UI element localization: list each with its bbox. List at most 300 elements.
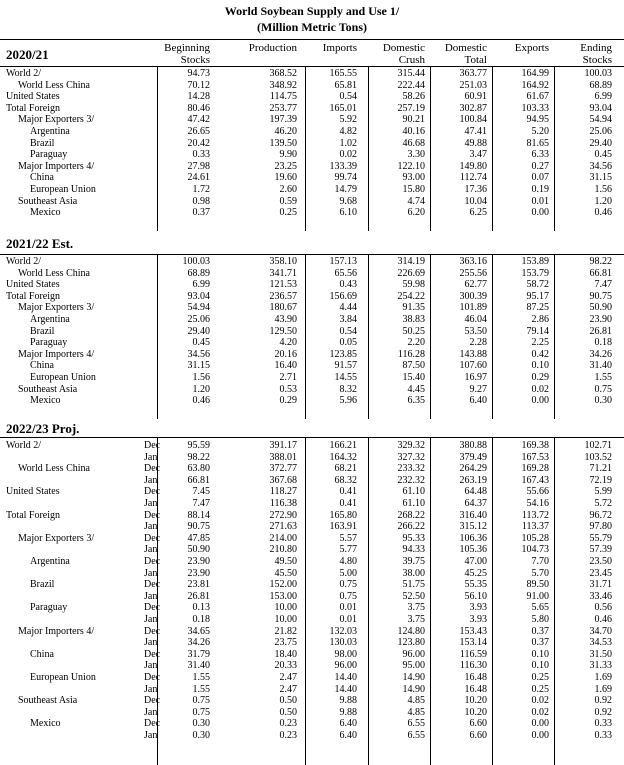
row-label: Major Exporters 3/ [18, 302, 95, 314]
cell-beginning-stocks: 93.04 [187, 290, 210, 302]
cell-beginning-stocks: 34.65 [187, 625, 210, 637]
cell-domestic-total: 64.37 [464, 498, 487, 509]
row-month: Dec [144, 718, 161, 730]
cell-exports: 164.92 [521, 79, 549, 91]
cell-exports: 169.28 [521, 463, 549, 475]
cell-production: 23.25 [274, 160, 297, 172]
cell-production: 49.50 [274, 556, 297, 567]
cell-exports: 7.70 [531, 556, 549, 567]
cell-beginning-stocks: 31.15 [187, 360, 210, 372]
cell-exports: 6.33 [531, 149, 549, 161]
cell-domestic-crush: 6.35 [407, 395, 425, 407]
table-row [0, 718, 624, 729]
cell-domestic-crush: 15.80 [402, 184, 425, 195]
column-header-domestic-crush: Domestic [382, 42, 425, 54]
cell-exports: 2.86 [531, 314, 549, 325]
cell-beginning-stocks: 47.42 [187, 114, 210, 126]
column-header-domestic-total: Domestic [444, 42, 487, 54]
cell-beginning-stocks: 14.28 [187, 91, 210, 103]
cell-beginning-stocks: 6.99 [192, 279, 210, 291]
cell-domestic-total: 3.93 [469, 602, 487, 614]
cell-beginning-stocks: 0.75 [192, 695, 210, 707]
cell-domestic-total: 2.28 [469, 337, 487, 349]
table-row [0, 684, 624, 695]
table-row [0, 475, 624, 486]
table-row [0, 486, 624, 497]
cell-domestic-crush: 3.75 [407, 614, 425, 625]
cell-domestic-crush: 61.10 [402, 486, 425, 498]
cell-beginning-stocks: 0.37 [192, 207, 210, 219]
cell-imports: 165.55 [329, 68, 357, 79]
cell-ending-stocks: 31.71 [589, 579, 612, 591]
table-row [0, 184, 624, 195]
cell-imports: 0.02 [339, 149, 357, 161]
cell-beginning-stocks: 0.46 [192, 395, 210, 407]
row-label: Southeast Asia [18, 195, 78, 207]
row-month: Jan [144, 544, 158, 556]
row-month: Jan [144, 474, 158, 486]
cell-exports: 0.00 [531, 207, 549, 219]
cell-domestic-crush: 96.00 [402, 648, 425, 660]
table-row [0, 161, 624, 172]
cell-domestic-crush: 266.22 [397, 521, 425, 533]
cell-beginning-stocks: 94.73 [187, 68, 210, 79]
cell-exports: 61.67 [526, 91, 549, 103]
row-month: Jan [144, 614, 158, 625]
cell-exports: 81.65 [526, 137, 549, 149]
cell-domestic-total: 153.43 [459, 625, 487, 637]
cell-production: 118.27 [269, 486, 297, 498]
cell-ending-stocks: 31.15 [589, 172, 612, 184]
row-label: Argentina [30, 314, 70, 325]
cell-ending-stocks: 1.69 [594, 683, 612, 695]
table-row [0, 279, 624, 290]
cell-beginning-stocks: 7.47 [192, 498, 210, 509]
cell-imports: 5.57 [339, 532, 357, 544]
cell-imports: 9.88 [339, 706, 357, 718]
cell-exports: 167.43 [521, 474, 549, 486]
cell-exports: 153.89 [521, 256, 549, 267]
cell-ending-stocks: 103.52 [584, 451, 612, 463]
cell-beginning-stocks: 1.55 [192, 683, 210, 695]
cell-domestic-crush: 95.00 [402, 660, 425, 672]
table-row [0, 291, 624, 302]
cell-ending-stocks: 5.99 [594, 486, 612, 498]
row-label: Major Importers 4/ [18, 625, 95, 637]
cell-production: 46.20 [274, 126, 297, 137]
cell-production: 0.59 [279, 195, 297, 207]
cell-domestic-total: 16.48 [464, 683, 487, 695]
row-label: Southeast Asia [18, 383, 78, 395]
cell-exports: 91.00 [526, 590, 549, 602]
cell-exports: 164.99 [521, 68, 549, 79]
cell-imports: 0.75 [339, 590, 357, 602]
cell-ending-stocks: 1.20 [594, 195, 612, 207]
cell-ending-stocks: 100.03 [584, 68, 612, 79]
table-row [0, 521, 624, 532]
cell-domestic-crush: 59.98 [402, 279, 425, 291]
cell-production: 0.50 [279, 706, 297, 718]
cell-domestic-total: 153.14 [459, 637, 487, 649]
cell-domestic-crush: 94.33 [402, 544, 425, 556]
cell-ending-stocks: 23.90 [589, 314, 612, 325]
cell-exports: 89.50 [526, 579, 549, 591]
cell-production: 253.77 [269, 102, 297, 114]
cell-imports: 5.96 [339, 395, 357, 407]
cell-exports: 0.19 [531, 184, 549, 195]
table-row [0, 695, 624, 706]
row-label: China [30, 360, 54, 372]
section-label: 2022/23 Proj. [6, 421, 80, 436]
row-label: Major Importers 4/ [18, 348, 95, 360]
cell-domestic-total: 264.29 [459, 463, 487, 475]
cell-domestic-total: 255.56 [459, 267, 487, 279]
table-row [0, 672, 624, 683]
cell-imports: 6.10 [339, 207, 357, 219]
cell-domestic-total: 46.04 [464, 314, 487, 325]
cell-ending-stocks: 72.19 [589, 474, 612, 486]
cell-ending-stocks: 54.94 [589, 114, 612, 126]
row-label: China [30, 648, 54, 660]
cell-imports: 8.32 [339, 383, 357, 395]
row-month: Dec [144, 556, 161, 567]
table-row [0, 614, 624, 625]
cell-production: 341.71 [269, 267, 297, 279]
cell-exports: 5.80 [531, 614, 549, 625]
cell-domestic-crush: 4.74 [407, 195, 425, 207]
table-row [0, 114, 624, 125]
cell-domestic-total: 302.87 [459, 102, 487, 114]
table-row [0, 268, 624, 279]
cell-domestic-crush: 38.00 [402, 567, 425, 579]
table-row [0, 591, 624, 602]
cell-domestic-crush: 46.68 [402, 137, 425, 149]
cell-ending-stocks: 0.75 [594, 383, 612, 395]
row-month: Dec [144, 579, 161, 591]
row-month: Dec [144, 602, 161, 614]
cell-exports: 58.72 [526, 279, 549, 291]
cell-imports: 99.74 [334, 172, 357, 184]
cell-domestic-total: 10.20 [464, 706, 487, 718]
cell-ending-stocks: 31.50 [589, 648, 612, 660]
cell-imports: 96.00 [334, 660, 357, 672]
row-label: Major Exporters 3/ [18, 532, 95, 544]
cell-exports: 54.16 [526, 498, 549, 509]
cell-ending-stocks: 34.56 [589, 160, 612, 172]
cell-domestic-total: 316.40 [459, 509, 487, 521]
row-month: Dec [144, 672, 161, 683]
cell-imports: 4.80 [339, 556, 357, 567]
cell-domestic-crush: 6.20 [407, 207, 425, 219]
row-label: Brazil [30, 137, 55, 149]
cell-beginning-stocks: 34.26 [187, 637, 210, 649]
cell-beginning-stocks: 29.40 [187, 325, 210, 337]
section-label: 2020/21 [6, 47, 49, 62]
cell-domestic-crush: 123.80 [397, 637, 425, 649]
cell-ending-stocks: 26.81 [589, 325, 612, 337]
cell-beginning-stocks: 0.98 [192, 195, 210, 207]
cell-domestic-crush: 6.55 [407, 718, 425, 730]
cell-beginning-stocks: 7.45 [192, 486, 210, 498]
cell-domestic-total: 100.84 [459, 114, 487, 126]
table-row [0, 649, 624, 660]
cell-imports: 0.41 [339, 498, 357, 509]
cell-production: 348.92 [269, 79, 297, 91]
cell-beginning-stocks: 98.22 [187, 451, 210, 463]
cell-exports: 94.95 [526, 114, 549, 126]
cell-domestic-total: 3.93 [469, 614, 487, 625]
cell-production: 0.53 [279, 383, 297, 395]
cell-imports: 0.01 [339, 602, 357, 614]
cell-beginning-stocks: 90.75 [187, 521, 210, 533]
cell-domestic-total: 251.03 [459, 79, 487, 91]
cell-production: 388.01 [269, 451, 297, 463]
row-label: Brazil [30, 579, 55, 591]
cell-production: 271.63 [269, 521, 297, 533]
cell-ending-stocks: 0.33 [594, 718, 612, 730]
rule-line [0, 254, 624, 255]
cell-imports: 0.41 [339, 486, 357, 498]
table-row [0, 452, 624, 463]
cell-production: 45.50 [274, 567, 297, 579]
table-row [0, 103, 624, 114]
cell-production: 153.00 [269, 590, 297, 602]
cell-domestic-total: 6.60 [469, 730, 487, 741]
table-row [0, 440, 624, 451]
cell-imports: 157.13 [329, 256, 357, 267]
table-row [0, 326, 624, 337]
cell-domestic-total: 6.40 [469, 395, 487, 407]
cell-imports: 156.69 [329, 290, 357, 302]
table-row [0, 256, 624, 267]
cell-imports: 123.85 [329, 348, 357, 360]
rule-line [0, 66, 624, 67]
cell-domestic-total: 6.25 [469, 207, 487, 219]
row-label: World 2/ [6, 440, 42, 451]
cell-imports: 98.00 [334, 648, 357, 660]
cell-domestic-crush: 91.35 [402, 302, 425, 314]
cell-beginning-stocks: 80.46 [187, 102, 210, 114]
cell-domestic-total: 101.89 [459, 302, 487, 314]
cell-imports: 14.79 [334, 184, 357, 195]
cell-domestic-crush: 4.85 [407, 695, 425, 707]
row-month: Dec [144, 695, 161, 707]
cell-ending-stocks: 0.46 [594, 207, 612, 219]
cell-beginning-stocks: 31.79 [187, 648, 210, 660]
cell-domestic-crush: 14.90 [402, 683, 425, 695]
cell-exports: 153.79 [521, 267, 549, 279]
cell-ending-stocks: 1.56 [594, 184, 612, 195]
table-row [0, 314, 624, 325]
cell-domestic-total: 143.88 [459, 348, 487, 360]
cell-exports: 0.27 [531, 160, 549, 172]
cell-domestic-crush: 50.25 [402, 325, 425, 337]
column-header-beginning-stocks: Beginning [164, 42, 210, 54]
cell-domestic-total: 116.30 [459, 660, 487, 672]
row-label: United States [6, 486, 60, 498]
cell-domestic-total: 16.48 [464, 672, 487, 683]
cell-ending-stocks: 33.46 [589, 590, 612, 602]
row-label: World Less China [18, 79, 90, 91]
cell-beginning-stocks: 25.06 [187, 314, 210, 325]
cell-domestic-total: 3.47 [469, 149, 487, 161]
cell-imports: 0.54 [339, 91, 357, 103]
cell-ending-stocks: 102.71 [584, 440, 612, 451]
cell-exports: 0.00 [531, 395, 549, 407]
cell-domestic-crush: 38.83 [402, 314, 425, 325]
cell-production: 2.71 [279, 372, 297, 383]
row-label: Major Exporters 3/ [18, 114, 95, 126]
cell-domestic-total: 315.12 [459, 521, 487, 533]
cell-production: 197.39 [269, 114, 297, 126]
cell-ending-stocks: 5.72 [594, 498, 612, 509]
cell-imports: 1.02 [339, 137, 357, 149]
cell-beginning-stocks: 1.55 [192, 672, 210, 683]
cell-domestic-crush: 122.10 [397, 160, 425, 172]
row-month: Jan [144, 706, 158, 718]
cell-production: 152.00 [269, 579, 297, 591]
table-row [0, 533, 624, 544]
cell-imports: 166.21 [329, 440, 357, 451]
cell-imports: 132.03 [329, 625, 357, 637]
table-row [0, 68, 624, 79]
cell-imports: 14.55 [334, 372, 357, 383]
cell-exports: 79.14 [526, 325, 549, 337]
cell-production: 0.23 [279, 730, 297, 741]
table-row [0, 556, 624, 567]
row-month: Dec [144, 440, 161, 451]
cell-domestic-crush: 327.32 [397, 451, 425, 463]
cell-domestic-crush: 15.40 [402, 372, 425, 383]
row-month: Jan [144, 637, 158, 649]
row-label: World 2/ [6, 256, 42, 267]
table-row [0, 395, 624, 406]
column-header-beginning-stocks: Stocks [180, 54, 210, 66]
table-row [0, 384, 624, 395]
table-row [0, 498, 624, 509]
cell-production: 236.57 [269, 290, 297, 302]
column-header-domestic-total: Total [464, 54, 487, 66]
cell-domestic-total: 10.20 [464, 695, 487, 707]
cell-exports: 0.10 [531, 660, 549, 672]
cell-domestic-total: 380.88 [459, 440, 487, 451]
cell-domestic-total: 105.36 [459, 544, 487, 556]
cell-exports: 87.25 [526, 302, 549, 314]
cell-beginning-stocks: 47.85 [187, 532, 210, 544]
cell-production: 0.25 [279, 207, 297, 219]
row-label: European Union [30, 372, 96, 383]
cell-production: 272.90 [269, 509, 297, 521]
cell-production: 139.50 [269, 137, 297, 149]
cell-production: 4.20 [279, 337, 297, 349]
cell-exports: 104.73 [521, 544, 549, 556]
cell-domestic-crush: 61.10 [402, 498, 425, 509]
row-month: Jan [144, 451, 158, 463]
row-month: Dec [144, 463, 161, 475]
cell-domestic-crush: 6.55 [407, 730, 425, 741]
cell-beginning-stocks: 20.42 [187, 137, 210, 149]
cell-exports: 0.25 [531, 683, 549, 695]
cell-domestic-crush: 329.32 [397, 440, 425, 451]
cell-production: 114.75 [269, 91, 297, 103]
cell-ending-stocks: 98.22 [589, 256, 612, 267]
cell-beginning-stocks: 0.13 [192, 602, 210, 614]
rule-line [0, 437, 624, 438]
cell-domestic-total: 45.25 [464, 567, 487, 579]
cell-domestic-total: 16.97 [464, 372, 487, 383]
cell-ending-stocks: 34.53 [589, 637, 612, 649]
cell-production: 2.47 [279, 672, 297, 683]
cell-exports: 95.17 [526, 290, 549, 302]
cell-exports: 0.02 [531, 695, 549, 707]
cell-ending-stocks: 55.79 [589, 532, 612, 544]
row-month: Dec [144, 486, 161, 498]
cell-production: 367.68 [269, 474, 297, 486]
cell-exports: 103.33 [521, 102, 549, 114]
cell-production: 372.77 [269, 463, 297, 475]
cell-imports: 9.88 [339, 695, 357, 707]
cell-domestic-total: 6.60 [469, 718, 487, 730]
row-label: Argentina [30, 126, 70, 137]
cell-domestic-crush: 95.33 [402, 532, 425, 544]
cell-ending-stocks: 50.90 [589, 302, 612, 314]
table-row [0, 360, 624, 371]
cell-imports: 165.01 [329, 102, 357, 114]
cell-imports: 91.57 [334, 360, 357, 372]
cell-domestic-crush: 4.45 [407, 383, 425, 395]
cell-exports: 105.28 [521, 532, 549, 544]
cell-imports: 4.82 [339, 126, 357, 137]
cell-beginning-stocks: 63.80 [187, 463, 210, 475]
cell-imports: 5.00 [339, 567, 357, 579]
cell-production: 0.29 [279, 395, 297, 407]
rule-line [0, 39, 624, 40]
cell-domestic-total: 116.59 [459, 648, 487, 660]
cell-beginning-stocks: 95.59 [187, 440, 210, 451]
cell-production: 21.82 [274, 625, 297, 637]
cell-domestic-crush: 2.20 [407, 337, 425, 349]
row-label: Total Foreign [6, 509, 61, 521]
cell-domestic-crush: 90.21 [402, 114, 425, 126]
cell-beginning-stocks: 50.90 [187, 544, 210, 556]
cell-production: 23.75 [274, 637, 297, 649]
cell-ending-stocks: 23.45 [589, 567, 612, 579]
table-row [0, 149, 624, 160]
cell-imports: 0.43 [339, 279, 357, 291]
cell-production: 368.52 [269, 68, 297, 79]
cell-beginning-stocks: 27.98 [187, 160, 210, 172]
cell-beginning-stocks: 26.81 [187, 590, 210, 602]
cell-production: 210.80 [269, 544, 297, 556]
table-row [0, 80, 624, 91]
cell-exports: 2.25 [531, 337, 549, 349]
cell-imports: 9.68 [339, 195, 357, 207]
row-label: Total Foreign [6, 290, 61, 302]
table-row [0, 626, 624, 637]
cell-beginning-stocks: 1.20 [192, 383, 210, 395]
cell-domestic-total: 363.16 [459, 256, 487, 267]
table-row [0, 207, 624, 218]
cell-ending-stocks: 0.33 [594, 730, 612, 741]
row-label: World Less China [18, 463, 90, 475]
cell-beginning-stocks: 1.56 [192, 372, 210, 383]
cell-production: 0.23 [279, 718, 297, 730]
row-month: Jan [144, 567, 158, 579]
cell-production: 19.60 [274, 172, 297, 184]
cell-imports: 165.80 [329, 509, 357, 521]
row-label: World Less China [18, 267, 90, 279]
table-row [0, 337, 624, 348]
